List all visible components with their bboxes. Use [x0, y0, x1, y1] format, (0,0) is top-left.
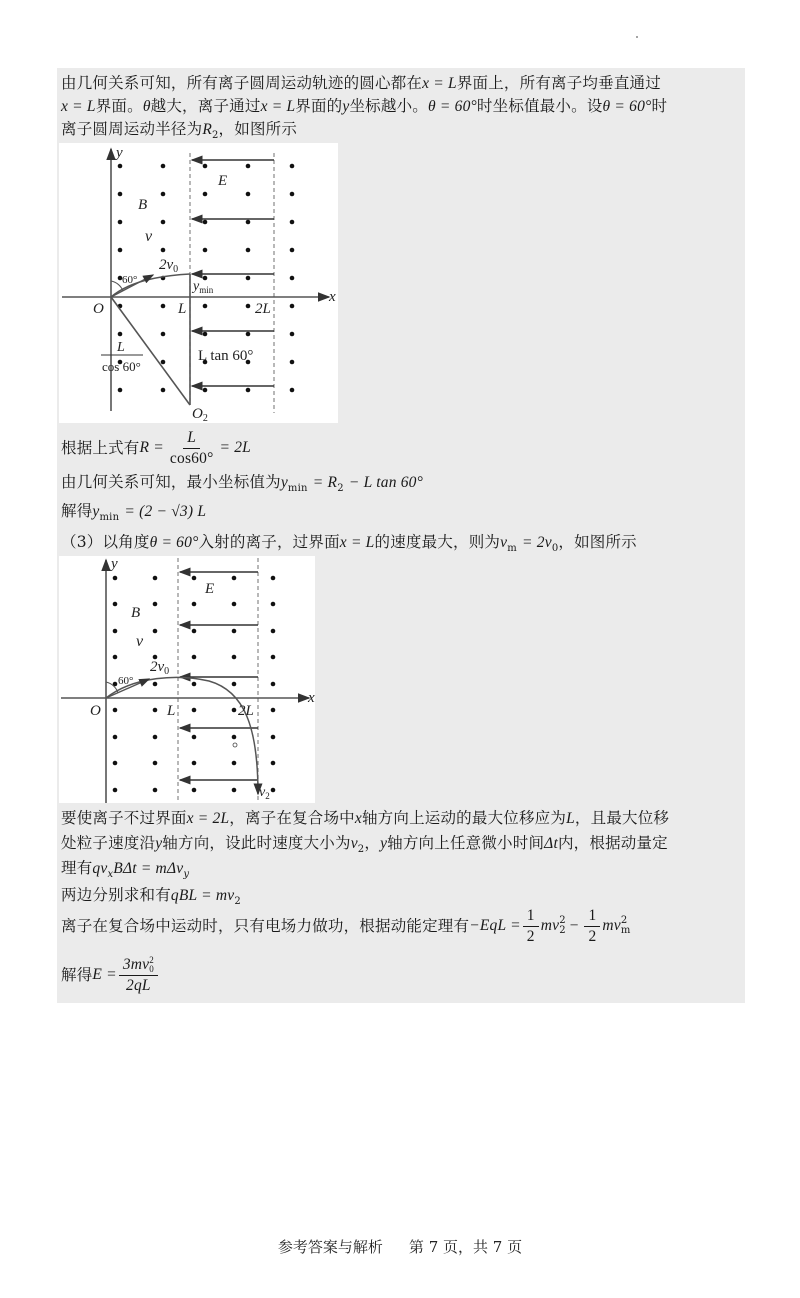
- 2L-tick-label: 2L: [238, 703, 254, 719]
- fraction-half: [523, 906, 539, 947]
- text-line: [61, 72, 661, 95]
- math: mv: [602, 917, 621, 934]
- field-dot: [113, 576, 118, 581]
- x-axis-label: x: [329, 289, 336, 305]
- subscript: min: [99, 512, 120, 524]
- math: x = L: [260, 98, 296, 115]
- math: = R: [312, 474, 338, 491]
- field-dot: [118, 220, 123, 225]
- denominator: 2: [526, 927, 535, 945]
- field-dot: [203, 164, 208, 169]
- v2-label: $v_2$: [259, 785, 270, 801]
- origin-label: O: [90, 703, 101, 719]
- subscript: 0: [149, 963, 154, 974]
- superscript: 2: [620, 915, 628, 926]
- denominator: 2qL: [126, 976, 151, 994]
- text: ，且最大位移: [574, 809, 670, 827]
- text: 根据上式有: [61, 439, 140, 457]
- math: θ: [142, 98, 151, 115]
- field-dot: [113, 602, 118, 607]
- sub-sup: [559, 916, 566, 936]
- field-dot: [232, 629, 237, 634]
- text: 界面。: [95, 97, 143, 115]
- subscript: 0: [551, 543, 559, 555]
- field-dot: [118, 164, 123, 169]
- math: = (2 − √3) L: [124, 503, 207, 520]
- field-dot: [153, 708, 158, 713]
- field-dot: [232, 682, 237, 687]
- field-dot: [153, 761, 158, 766]
- subscript: m: [620, 925, 631, 936]
- field-dot: [232, 655, 237, 660]
- field-dot: [192, 682, 197, 687]
- text-line: [61, 857, 189, 886]
- field-dot: [192, 761, 197, 766]
- ymin-label: $y_{min}$: [193, 279, 214, 295]
- math: v: [350, 835, 358, 852]
- field-dot: [232, 708, 237, 713]
- numerator: 1: [523, 906, 539, 927]
- field-dot: [271, 735, 276, 740]
- figure-2: [59, 556, 315, 803]
- field-dot: [113, 761, 118, 766]
- field-dot: [246, 164, 251, 169]
- velocity-label: $2v_0$: [150, 659, 170, 677]
- math: θ = 60°: [602, 98, 652, 115]
- field-dot: [203, 304, 208, 309]
- math: y: [342, 98, 350, 115]
- subscript: m: [507, 543, 517, 555]
- field-dot: [290, 388, 295, 393]
- field-B-label: B: [131, 605, 141, 621]
- sub-sup: [621, 916, 631, 936]
- field-dot: [192, 708, 197, 713]
- field-dot: [192, 655, 197, 660]
- subscript: min: [287, 483, 308, 495]
- text: 由几何关系可知，最小坐标值为: [61, 473, 281, 491]
- field-dot: [192, 788, 197, 793]
- equation-R: [61, 428, 251, 468]
- field-dot: [153, 602, 158, 607]
- math: L: [566, 810, 575, 827]
- math: θ = 60°: [428, 98, 477, 115]
- math: x = L: [339, 534, 375, 551]
- math: y: [155, 835, 163, 852]
- field-dot: [232, 788, 237, 793]
- math: x = L: [61, 98, 96, 115]
- page-number: 第 7 页，共 7 页: [408, 1238, 523, 1256]
- denominator: 2: [588, 927, 597, 945]
- energy-equation: [61, 904, 631, 948]
- field-dot: [118, 332, 123, 337]
- math: R: [202, 121, 212, 138]
- field-dot: [161, 360, 166, 365]
- field-dot: [203, 248, 208, 253]
- field-dot: [203, 220, 208, 225]
- field-dot: [246, 304, 251, 309]
- text: 处粒子速度沿: [61, 834, 156, 852]
- field-dot: [271, 576, 276, 581]
- math: x = 2L: [186, 810, 230, 827]
- equation-solution: [61, 500, 206, 529]
- final-answer: [61, 953, 160, 997]
- text-line: [61, 807, 669, 830]
- field-dot: [192, 629, 197, 634]
- field-dot: [246, 388, 251, 393]
- field-dot: [271, 655, 276, 660]
- x-axis-label: x: [308, 690, 315, 706]
- field-dot: [192, 602, 197, 607]
- fraction-half: [584, 906, 600, 947]
- field-dot: [290, 220, 295, 225]
- text: 轴方向上任意微小时间: [387, 834, 545, 852]
- field-dot: [290, 192, 295, 197]
- field-dot: [192, 735, 197, 740]
- math: y: [92, 503, 100, 520]
- text: 要使离子不过界面: [61, 809, 187, 827]
- origin-label: O: [93, 301, 104, 317]
- text-line: [61, 95, 667, 118]
- field-dot: [161, 304, 166, 309]
- superscript: 2: [559, 915, 566, 926]
- text: 轴方向，设此时速度大小为: [162, 834, 351, 852]
- text: 时坐标值最小。设: [476, 97, 603, 115]
- field-E-label: E: [205, 581, 215, 597]
- field-dot: [203, 332, 208, 337]
- math: − L tan 60°: [348, 474, 424, 491]
- math: mv: [540, 917, 560, 934]
- math: qv: [92, 860, 108, 877]
- field-dot: [246, 220, 251, 225]
- field-dot: [203, 388, 208, 393]
- text: 界面上，所有离子均垂直通过: [456, 74, 661, 92]
- field-dot: [246, 248, 251, 253]
- figure-1-diagram: [59, 143, 338, 423]
- field-dot: [113, 735, 118, 740]
- velocity-label: $2v_0$: [159, 257, 179, 275]
- field-B-label: B: [138, 197, 148, 213]
- field-dot: [246, 332, 251, 337]
- text: 解得: [61, 502, 93, 520]
- equation-ymin: [61, 471, 423, 500]
- text: 界面的: [295, 97, 343, 115]
- field-dot: [118, 248, 123, 253]
- text: ，如图所示: [558, 533, 637, 551]
- field-dot: [290, 248, 295, 253]
- math: qBL = mv: [170, 887, 235, 904]
- L-tick-label: L: [167, 703, 176, 719]
- field-dot: [271, 761, 276, 766]
- field-dot: [161, 192, 166, 197]
- text: ，离子在复合场中: [229, 809, 355, 827]
- subscript: 2: [559, 925, 566, 936]
- field-dot: [161, 164, 166, 169]
- field-dot: [271, 602, 276, 607]
- field-dot: [113, 708, 118, 713]
- denominator: cos60°: [169, 449, 214, 467]
- page-footer: [0, 1236, 800, 1257]
- math: y: [280, 474, 288, 491]
- field-dot: [203, 276, 208, 281]
- field-dot: [290, 164, 295, 169]
- text: 时: [651, 97, 668, 115]
- footer-title: 参考答案与解析: [277, 1238, 383, 1256]
- text: 离子在复合场中运动时，只有电场力做功，根据动能定理有: [61, 917, 470, 935]
- field-dot: [246, 192, 251, 197]
- text: ，: [364, 834, 381, 852]
- field-dot: [271, 708, 276, 713]
- field-dot: [161, 248, 166, 253]
- math: x = L: [422, 75, 457, 92]
- text: 两边分别求和有: [61, 886, 171, 904]
- numerator: [119, 955, 158, 976]
- field-dot: [271, 788, 276, 793]
- subscript: 2: [357, 844, 365, 856]
- subscript: y: [183, 869, 190, 881]
- y-axis-label: y: [116, 145, 123, 161]
- field-dot: [203, 192, 208, 197]
- hollow-dot: [233, 743, 237, 747]
- field-dot: [232, 735, 237, 740]
- text: （3）以角度: [61, 533, 150, 551]
- math: R =: [139, 439, 164, 456]
- O2-label: $O_2$: [192, 406, 208, 423]
- fraction-den: cos 60°: [102, 359, 141, 374]
- math: −: [568, 917, 580, 934]
- figure-2-diagram: [59, 556, 315, 803]
- math: = 2v: [522, 534, 552, 551]
- field-dot: [161, 388, 166, 393]
- math: x: [354, 810, 362, 827]
- math: v: [500, 534, 508, 551]
- subscript: x: [107, 869, 114, 881]
- field-dot: [118, 192, 123, 197]
- v-label: v: [145, 228, 153, 245]
- field-dot: [113, 629, 118, 634]
- subscript: 2: [211, 130, 219, 142]
- field-dot: [153, 629, 158, 634]
- math: −EqL =: [469, 917, 521, 934]
- math: Δt: [544, 835, 558, 852]
- field-dot: [113, 655, 118, 660]
- superscript: 2: [149, 954, 154, 965]
- math: BΔt = mΔv: [113, 860, 184, 877]
- Ltan-label: L tan 60°: [198, 348, 254, 364]
- field-dot: [290, 304, 295, 309]
- field-dot: [271, 682, 276, 687]
- field-dot: [246, 276, 251, 281]
- 2L-tick-label: 2L: [255, 301, 271, 317]
- field-dot: [153, 682, 158, 687]
- fraction-num: L: [117, 340, 125, 355]
- numerator: L: [183, 428, 200, 449]
- field-dot: [153, 735, 158, 740]
- text: 离子圆周运动半径为: [61, 120, 203, 138]
- field-E-label: E: [218, 173, 228, 189]
- math: = 2L: [219, 439, 251, 456]
- field-dot: [113, 788, 118, 793]
- text: 入射的离子，过界面: [198, 533, 340, 551]
- field-dot: [232, 576, 237, 581]
- field-dot: [290, 360, 295, 365]
- field-dot: [232, 602, 237, 607]
- text: 越大，离子通过: [150, 97, 261, 115]
- text: 由几何关系可知，所有离子圆周运动轨迹的圆心都在: [61, 74, 423, 92]
- scan-speck: [636, 36, 638, 38]
- electric-field-arrows: [180, 572, 258, 780]
- field-dot: [161, 332, 166, 337]
- field-dot: [153, 788, 158, 793]
- numerator: 1: [584, 906, 600, 927]
- field-dot: [118, 388, 123, 393]
- angle-label: 60°: [118, 675, 134, 687]
- text: 的速度最大，则为: [374, 533, 501, 551]
- text: 坐标越小。: [349, 97, 428, 115]
- text: 内，根据动量定: [557, 834, 668, 852]
- y-axis-label: y: [111, 556, 118, 572]
- fraction: [166, 428, 218, 469]
- text: 解得: [61, 966, 93, 984]
- L-tick-label: L: [178, 301, 187, 317]
- field-dot: [290, 276, 295, 281]
- sub-sup: [149, 956, 154, 974]
- angle-label: 60°: [122, 274, 138, 286]
- field-dot: [192, 576, 197, 581]
- math: θ = 60°: [149, 534, 199, 551]
- math: 3mv: [122, 955, 150, 973]
- field-dot: [153, 576, 158, 581]
- text: 轴方向上运动的最大位移应为: [361, 809, 567, 827]
- subscript: 2: [337, 483, 344, 495]
- text: ，如图所示: [218, 120, 298, 138]
- fraction: [119, 955, 158, 996]
- math: y: [380, 835, 388, 852]
- v-label: v: [136, 633, 144, 650]
- text: 理有: [61, 859, 93, 877]
- subscript: 2: [234, 896, 241, 908]
- field-dot: [290, 332, 295, 337]
- figure-1: [59, 143, 338, 423]
- field-dot: [232, 761, 237, 766]
- field-dot: [161, 220, 166, 225]
- field-dot: [271, 629, 276, 634]
- math: E =: [92, 966, 117, 983]
